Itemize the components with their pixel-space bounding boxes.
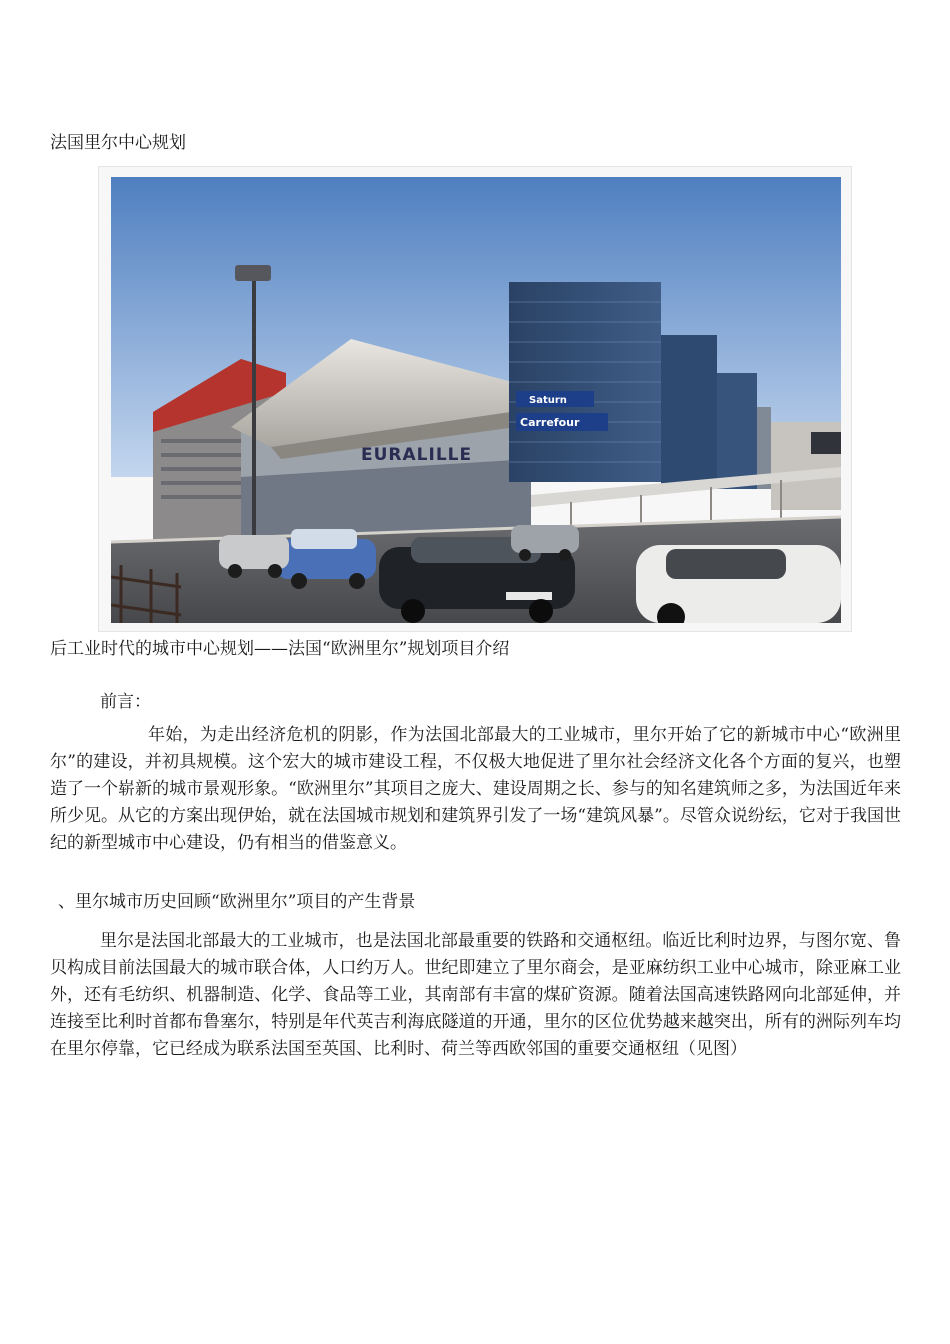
glass-tower-third [717, 373, 757, 489]
background-paragraph: 里尔是法国北部最大的工业城市，也是法国北部最重要的铁路和交通枢纽。临近比利时边界，与图尔宽、鲁贝构成目前法国最大的城市联合体，人口约万人。世纪即建立了里尔商会，是亚麻纺织工业中心城市，除亚麻工业外，还有毛纺织、机器制造、化学、食品等工业，其南部有丰富的煤矿资源。随着法国高速铁路网向北部延伸，并连接至比利时首都布鲁塞尔，特别是年代英吉利海底隧道的开通，里尔的区位优势越来越突出，所有的洲际列车均在里尔停靠，它已经成为联系法国至英国、比利时、荷兰等西欧邻国的重要交通枢纽（见图） [50, 931, 901, 1059]
photo-frame [98, 166, 852, 632]
euralille-photo [111, 177, 841, 623]
preface-paragraph: 年始，为走出经济危机的阴影，作为法国北部最大的工业城市，里尔开始了它的新城市中心“欧洲里尔”的建设，并初具规模。这个宏大的城市建设工程，不仅极大地促进了里尔社会经济文化各个方面的复兴，也塑造了一个崭新的城市景观形象。“欧洲里尔”其项目之庞大、建设周期之长、参与的知名建筑师之多，为法国近年来所少见。从它的方案出现伊始，就在法国城市规划和建筑界引发了一场“建筑风暴”。尽管众说纷纭，它对于我国世纪的新型城市中心建设，仍有相当的借鉴意义。 [50, 725, 901, 853]
document-title: 法国里尔中心规划 [50, 133, 186, 153]
street-lamp-head [235, 265, 271, 281]
preface-label: 前言： [100, 692, 151, 712]
store-sign-bottom: Carrefour [520, 416, 580, 429]
car-white-right [636, 545, 841, 623]
photo-caption: 后工业时代的城市中心规划——法国“欧洲里尔”规划项目介绍 [50, 639, 510, 659]
store-sign-top: Saturn [529, 395, 567, 406]
section-heading: 、里尔城市历史回顾“欧洲里尔”项目的产生背景 [58, 892, 416, 912]
mall-sign: EURALILLE [361, 445, 473, 465]
street-lamp-pole [252, 277, 256, 577]
glass-tower-second [661, 335, 717, 485]
